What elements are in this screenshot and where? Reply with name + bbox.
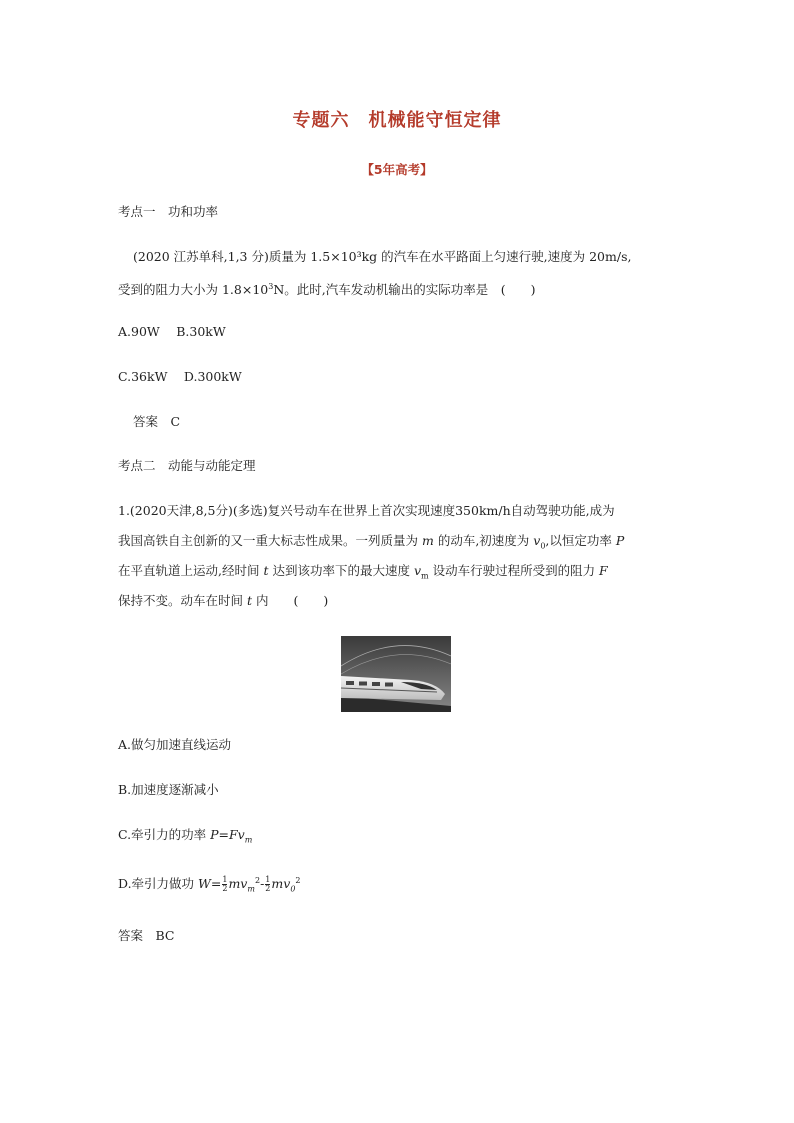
- section-subtitle: 【5年高考】: [361, 162, 433, 177]
- fraction-denominator-2: 2: [265, 884, 271, 894]
- q2-line3-c: 设动车行驶过程所受到的阻力: [428, 563, 600, 578]
- q2-option-d-text: D.牵引力做功: [118, 876, 199, 892]
- q1-line2-exponent: 3: [268, 282, 274, 291]
- q2-line3-a: 在平直轨道上运动,经时间: [118, 563, 264, 578]
- work-term-2: mv: [271, 876, 291, 892]
- q2-answer: 答案 BC: [118, 928, 175, 943]
- q2-line4: [118, 592, 328, 610]
- q1-line1: (2020 江苏单科,1,3 分)质量为 1.5×10³kg 的汽车在水平路面上匀速行驶,速度为 20m/s,: [133, 249, 632, 264]
- bullet-train-photo: [341, 636, 451, 712]
- section2-heading: 考点二 动能与动能定理: [118, 458, 256, 473]
- fraction-numerator-2: 1: [265, 875, 271, 885]
- q2-line2: [118, 532, 624, 556]
- velocity-symbol: v: [533, 533, 541, 548]
- q2-line3: [118, 562, 608, 586]
- q1-line2-part-a: 受到的阻力大小为 1.8×10: [118, 282, 269, 298]
- q1-line2: [118, 278, 536, 299]
- q2-line2-c: ,以恒定功率: [545, 533, 616, 548]
- mass-symbol: m: [421, 533, 434, 548]
- q2-option-c: [118, 826, 252, 850]
- work-term-1-subscript: m: [247, 884, 255, 894]
- q2-option-b: B.加速度逐渐减小: [118, 782, 219, 797]
- q1-options-ab: A.90W B.30kW: [118, 324, 226, 339]
- half-fraction-1: [222, 876, 227, 893]
- power-formula-subscript: m: [244, 835, 253, 845]
- half-fraction-2: [265, 876, 270, 893]
- minus-sign: -: [260, 876, 265, 892]
- q2-line2-b: 的动车,初速度为: [433, 533, 534, 548]
- work-term-2-subscript: 0: [290, 884, 296, 894]
- q2-option-c-text: C.牵引力的功率: [118, 827, 211, 842]
- q1-line2-part-b: N。此时,汽车发动机输出的实际功率是 ( ): [273, 282, 536, 298]
- q1-answer: 答案 C: [133, 414, 181, 429]
- section1-heading: 考点一 功和功率: [118, 204, 219, 219]
- fraction-denominator: 2: [222, 884, 228, 894]
- max-velocity-subscript: m: [421, 571, 429, 581]
- q2-line2-a: 我国高铁自主创新的又一重大标志性成果。一列质量为: [118, 533, 422, 548]
- velocity-subscript: 0: [540, 541, 546, 551]
- fraction-numerator: 1: [222, 875, 228, 885]
- q2-line4-a: 保持不变。动车在时间: [118, 593, 247, 608]
- time-symbol-2: t: [246, 593, 253, 608]
- q2-line4-b: 内 ( ): [252, 593, 329, 608]
- q2-option-a: A.做匀加速直线运动: [118, 737, 232, 752]
- force-symbol: F: [599, 563, 608, 578]
- power-symbol: P: [615, 533, 625, 548]
- max-velocity-symbol: v: [413, 563, 421, 578]
- q2-line1: 1.(2020天津,8,5分)(多选)复兴号动车在世界上首次实现速度350km/h自动驾驶功能,成为: [118, 503, 615, 518]
- work-formula-lhs: W=: [198, 876, 222, 892]
- work-term-2-exponent: 2: [295, 876, 301, 885]
- power-formula: P=Fv: [210, 827, 245, 842]
- work-term-1: mv: [228, 876, 248, 892]
- q1-options-cd: C.36kW D.300kW: [118, 369, 242, 384]
- q2-line3-b: 达到该功率下的最大速度: [268, 563, 414, 578]
- work-term-1-exponent: 2: [254, 876, 261, 885]
- time-symbol: t: [263, 563, 269, 578]
- page-title: 专题六 机械能守恒定律: [292, 110, 502, 131]
- bullet-train-illustration: [341, 636, 451, 712]
- q2-option-d: [118, 872, 301, 899]
